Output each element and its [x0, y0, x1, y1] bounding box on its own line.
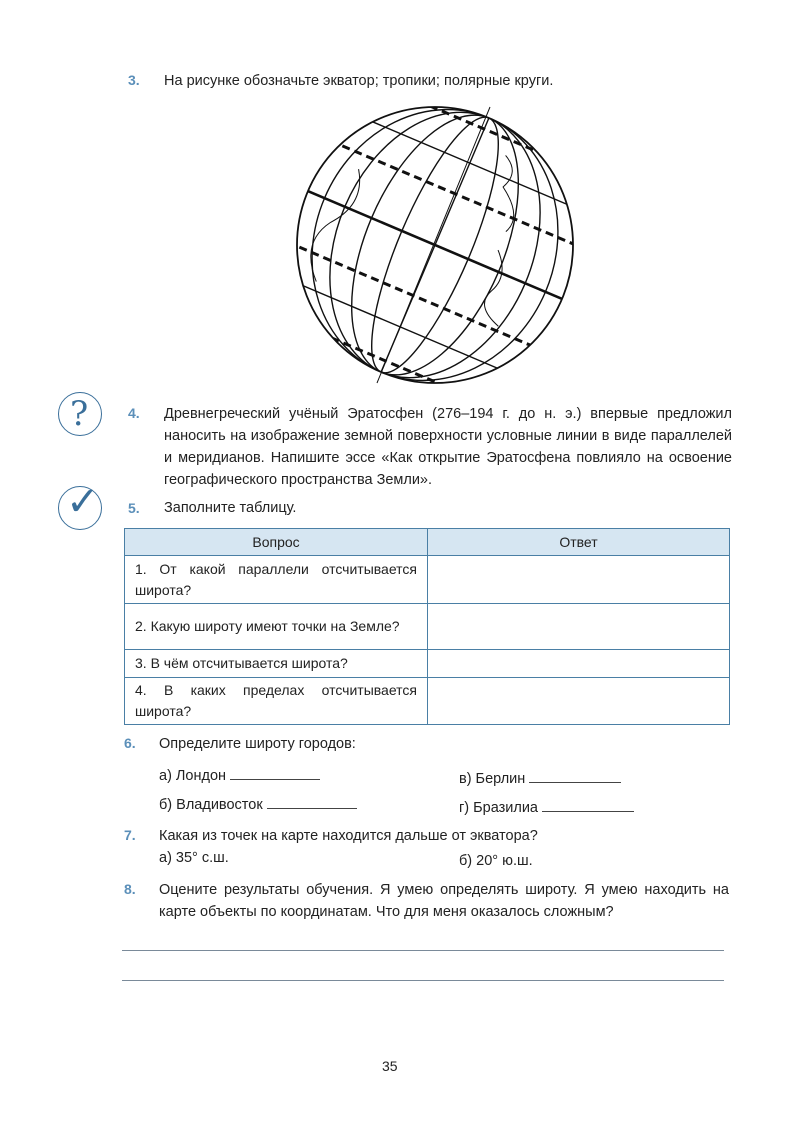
- answer-cell[interactable]: [428, 604, 730, 650]
- answer-blank[interactable]: [267, 794, 357, 809]
- task-8-text: Оцените результаты обучения. Я умею определять широту. Я умею находить на карте объекты по координатам. Что для меня оказалось сложным?: [159, 882, 729, 920]
- task-4-number: 4.: [128, 405, 140, 421]
- page-number: 35: [382, 1058, 398, 1074]
- arctic-circle: [346, 100, 580, 188]
- city-london: а) Лондон: [159, 765, 320, 787]
- city-berlin: в) Берлин: [459, 768, 621, 790]
- table-row-question: 1. От какой параллели отсчитывается широта?: [125, 556, 428, 604]
- header-question: Вопрос: [125, 529, 428, 556]
- task-3-text: На рисунке обозначьте экватор; тропики; полярные круги.: [164, 73, 554, 89]
- task-4-text: Древнегреческий учёный Эратосфен (276–194 г. до н. э.) впервые предложил наносить на изображение земной поверхности условные линии в виде параллелей и меридианов. Напишите эссе «Как открытие Эратосфена повлияло на освоение географического пространства Земли».: [164, 406, 732, 488]
- task-3-number: 3.: [128, 72, 140, 88]
- city-brasilia: г) Бразилиа: [459, 797, 634, 819]
- answer-line[interactable]: [122, 980, 724, 981]
- answer-cell[interactable]: [428, 556, 730, 604]
- task-5-number: 5.: [128, 500, 140, 516]
- tropic-south: [290, 237, 552, 354]
- question-icon: ?: [58, 392, 102, 436]
- answer-blank[interactable]: [529, 768, 621, 783]
- table-row-question: 2. Какую широту имеют точки на Земле?: [125, 604, 428, 650]
- checkmark-icon: ✓: [58, 486, 102, 530]
- table-row-question: 3. В чём отсчитывается широта?: [125, 650, 428, 678]
- city-vladivostok: б) Владивосток: [159, 794, 357, 816]
- header-answer: Ответ: [428, 529, 730, 556]
- table-row-question: 4. В каких пределах отсчитывается широта?: [125, 678, 428, 725]
- answer-cell[interactable]: [428, 650, 730, 678]
- latitude-table: [124, 528, 730, 725]
- answer-blank[interactable]: [230, 765, 320, 780]
- task-5-text: Заполните таблицу.: [164, 500, 297, 516]
- globe-illustration: [290, 100, 580, 390]
- answer-line[interactable]: [122, 950, 724, 951]
- task-8-number: 8.: [124, 881, 136, 897]
- task-7-text: Какая из точек на карте находится дальше от экватора?: [159, 828, 538, 844]
- task-7-number: 7.: [124, 827, 136, 843]
- task-6-text: Определите широту городов:: [159, 736, 356, 752]
- task-6-number: 6.: [124, 735, 136, 751]
- option-b: б) 20° ю.ш.: [459, 853, 533, 869]
- answer-blank[interactable]: [542, 797, 634, 812]
- option-a: а) 35° с.ш.: [159, 850, 229, 866]
- answer-cell[interactable]: [428, 678, 730, 725]
